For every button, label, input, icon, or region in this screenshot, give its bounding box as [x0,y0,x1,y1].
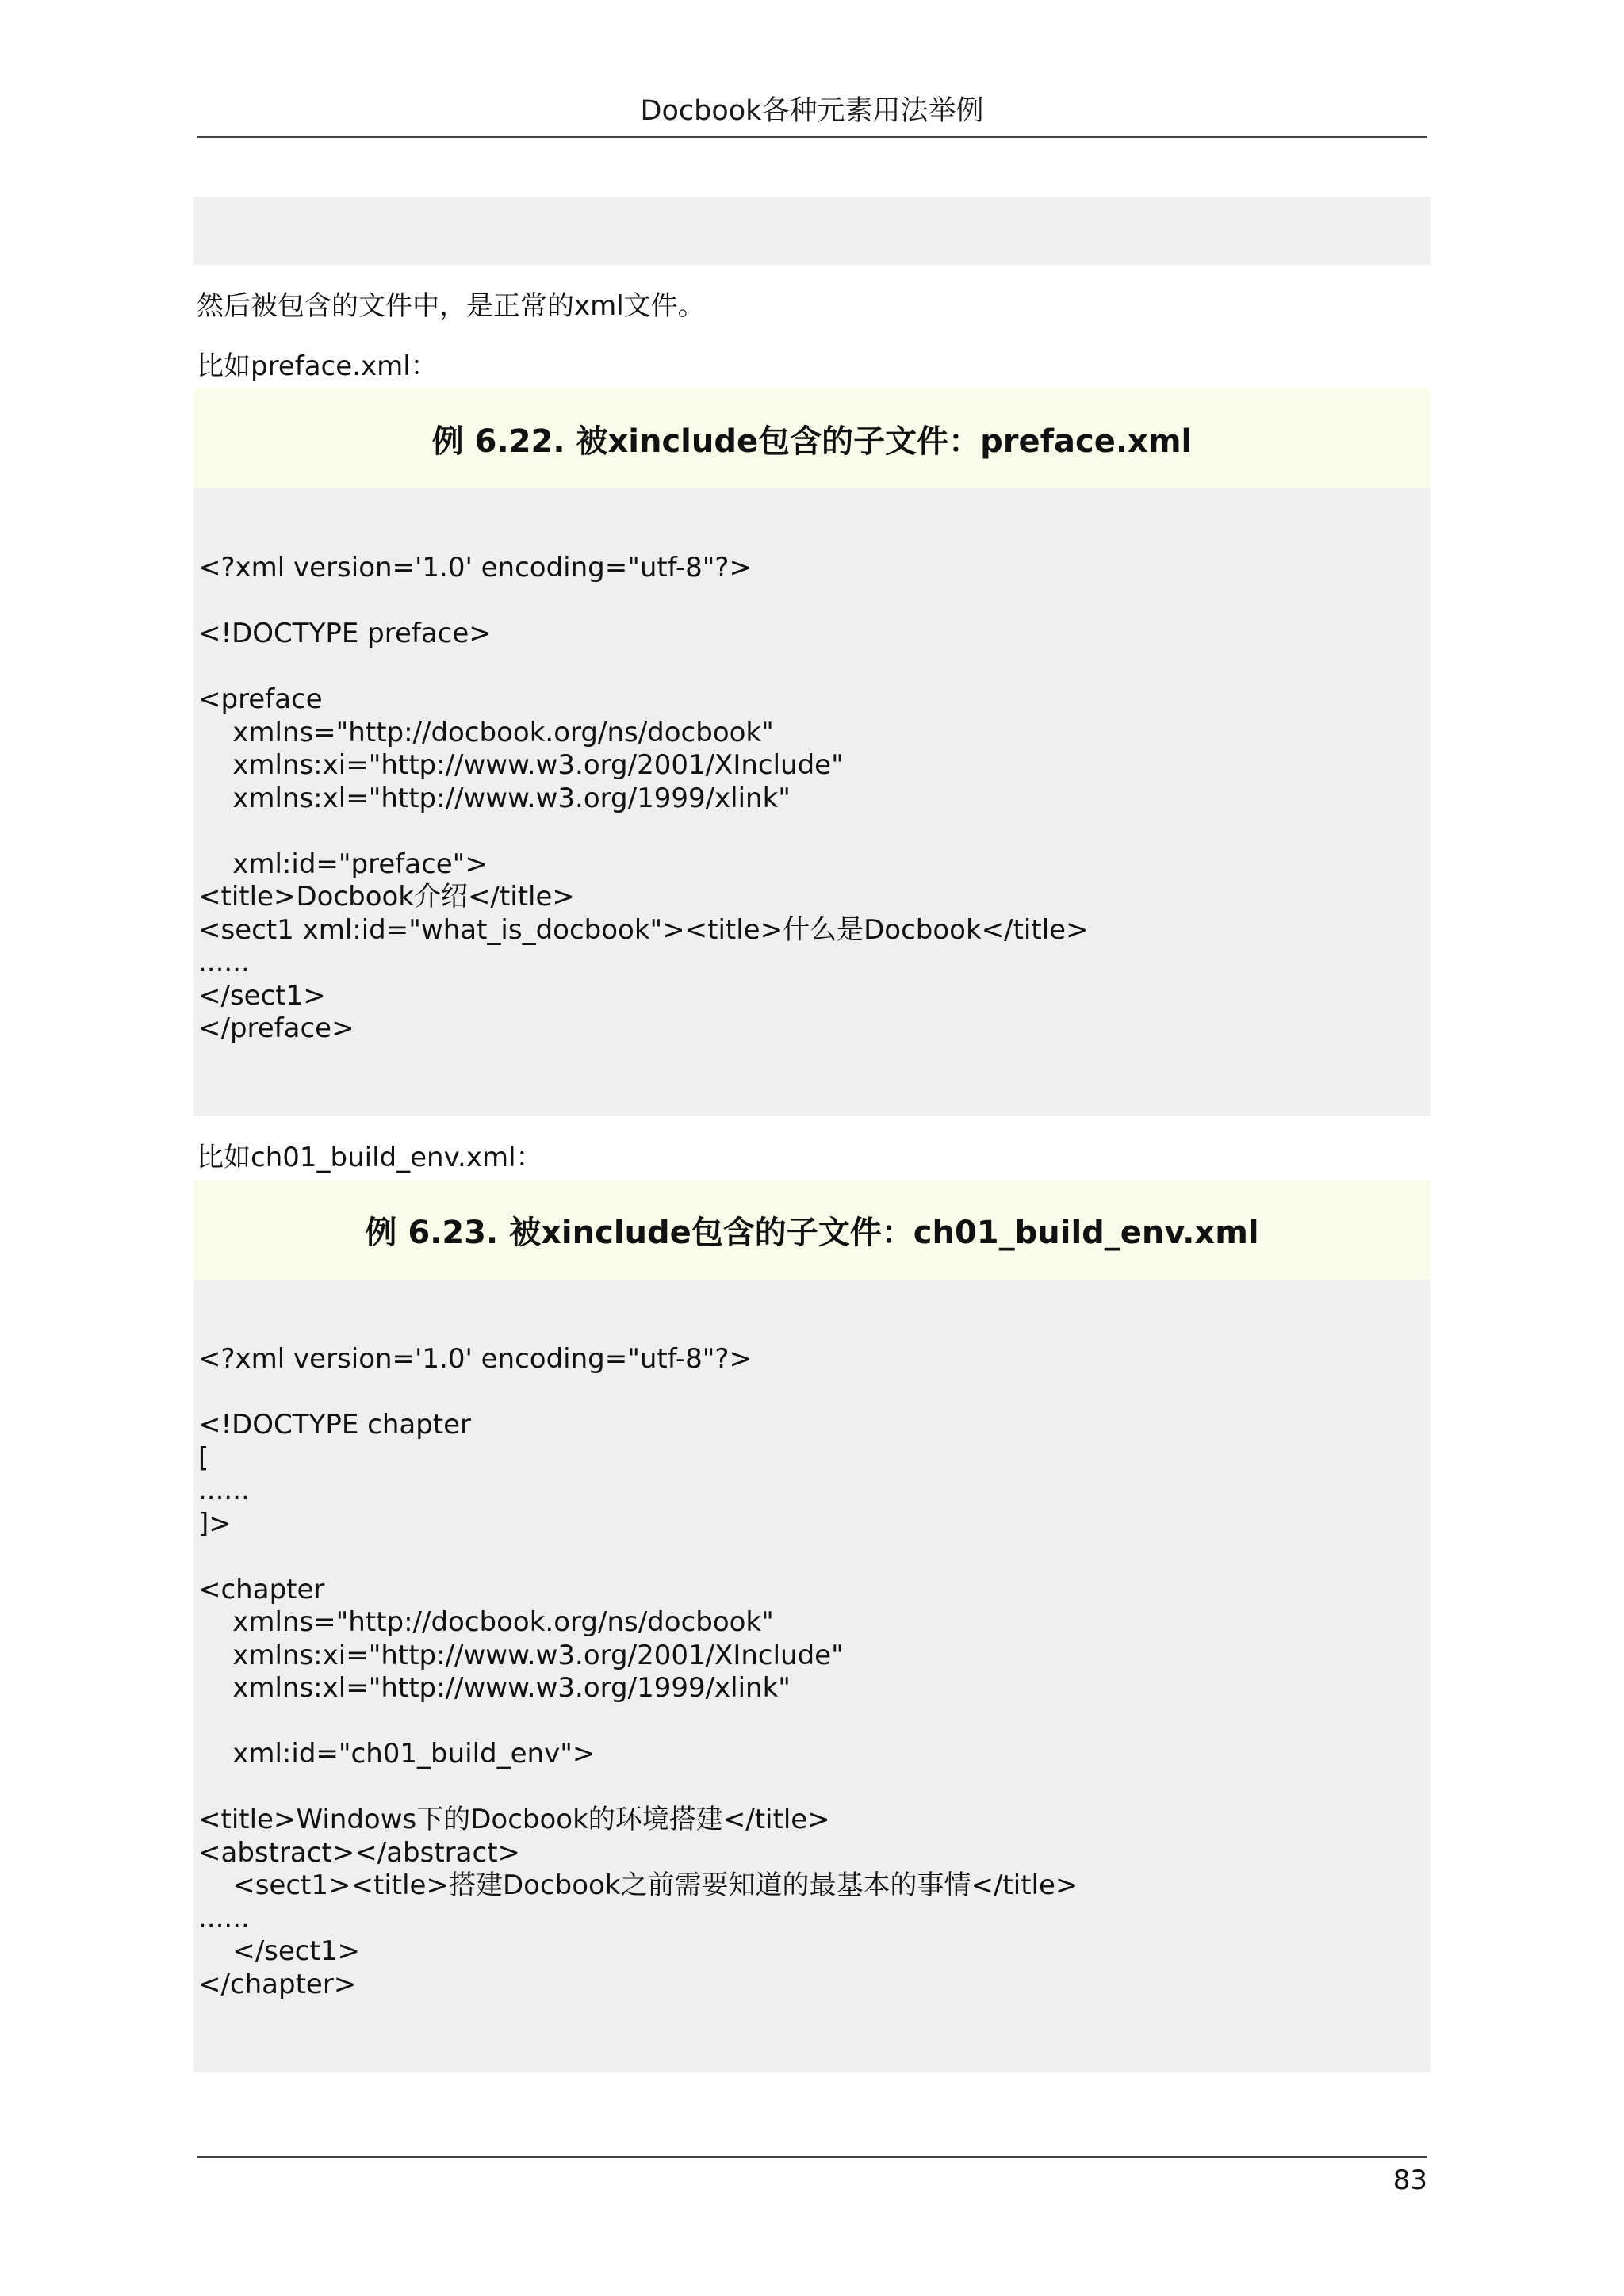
previous-code-block-tail [193,197,1431,265]
footer-divider [197,2156,1427,2158]
header-divider [197,136,1427,138]
chapter-lead-in: 比如ch01_build_env.xml： [197,1142,543,1173]
example-6-22-code: <?xml version='1.0' encoding="utf-8"?> <!DOCTYPE preface> <preface xmlns="http://docbook.org/ns/docbook" xmlns:xi="http://www.w3.org/2001/XInclude" xmlns:xl="http://www.w3.org/1999/xlink" xml:id="preface"> <title>Docbook介绍</title> <sect1 xml:id="what_is_docbook"><title>什么是Docbook</title> ...... </sect1> </preface> [198,552,1089,1044]
intro-paragraph: 然后被包含的文件中，是正常的xml文件。 [197,290,705,322]
example-6-23-title: 例 6.23. 被xinclude包含的子文件：ch01_build_env.xml [193,1180,1431,1280]
page-number: 83 [1392,2164,1427,2196]
example-6-22-title: 例 6.22. 被xinclude包含的子文件：preface.xml [193,388,1431,488]
page-header-title: Docbook各种元素用法举例 [640,95,984,127]
example-6-23-code: <?xml version='1.0' encoding="utf-8"?> <!DOCTYPE chapter [ ...... ]> <chapter xmlns="http://docbook.org/ns/docbook" xmlns:xi="http://www.w3.org/2001/XInclude" xmlns:xl="http://www.w3.org/1999/xlink" xml:id="ch01_build_env"> <title>Windows下的Docbook的环境搭建</title> <abstract></abstract> <sect1><title>搭建Docbook之前需要知道的最基本的事情</title> ...... </sect1> </chapter> [198,1343,1078,2000]
preface-lead-in: 比如preface.xml： [197,350,438,382]
